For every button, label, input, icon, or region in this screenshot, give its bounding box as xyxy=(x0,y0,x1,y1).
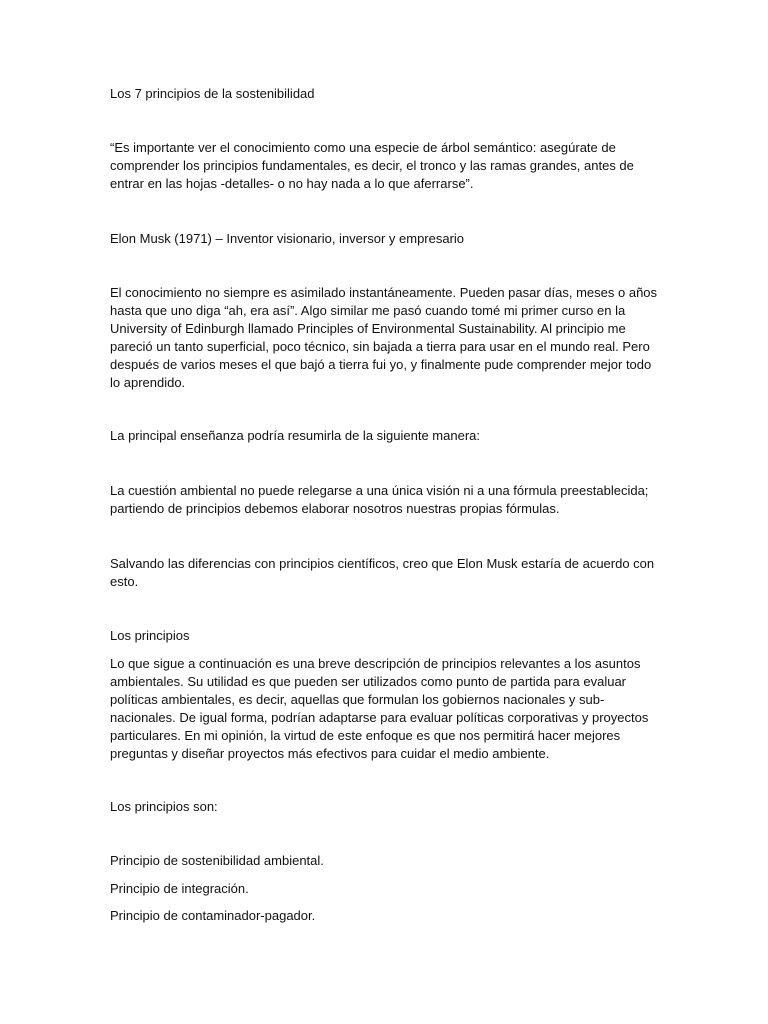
intro-paragraph: El conocimiento no siempre es asimilado instantáneamente. Pueden pasar días, meses o años hasta que uno diga “ah, era así”. Algo similar me pasó cuando tomé mi primer curso en la University of Edinburgh llamado Principles of Environmental Sustainability. Al principio me pareció un tanto superficial, poco técnico, sin bajada a tierra para usar en el mundo real. Pero después de varios meses el que bajó a tierra fui yo, y finalmente pude comprender mejor todo lo aprendido. xyxy=(110,285,658,390)
principle-item: Principio de integración. xyxy=(110,881,249,896)
principles-description-paragraph: Lo que sigue a continuación es una breve descripción de principios relevantes a los asuntos ambientales. Su utilidad es que pueden ser utilizados como punto de partida para evaluar políticas ambientales, es decir, aquellas que formulan los gobiernos nacionales y sub-nacionales. De igual forma, podrían adaptarse para evaluar políticas corporativas y proyectos particulares. En mi opinión, la virtud de este enfoque es que nos permitirá hacer mejores preguntas y diseñar proyectos más efectivos para cuidar el medio ambiente. xyxy=(110,656,649,761)
opening-quote: “Es importante ver el conocimiento como una especie de árbol semántico: asegúrate de comprender los principios fundamentales, es decir, el tronco y las ramas grandes, antes de entrar en las hojas -detalles- o no hay nada a lo que aferrarse”. xyxy=(110,140,634,191)
agreement-paragraph: Salvando las diferencias con principios científicos, creo que Elon Musk estaría de acuerdo con esto. xyxy=(110,556,655,589)
document-title: Los 7 principios de la sostenibilidad xyxy=(110,86,315,101)
lesson-intro-paragraph: La principal enseñanza podría resumirla de la siguiente manera: xyxy=(110,428,480,443)
quote-attribution: Elon Musk (1971) – Inventor visionario, inversor y empresario xyxy=(110,231,465,246)
section-heading: Los principios xyxy=(110,628,190,643)
lesson-paragraph: La cuestión ambiental no puede relegarse a una única visión ni a una fórmula preestablecida; partiendo de principios debemos elaborar nosotros nuestras propias fórmulas. xyxy=(110,483,649,516)
principle-item: Principio de contaminador-pagador. xyxy=(110,908,316,923)
principle-item: Principio de sostenibilidad ambiental. xyxy=(110,853,324,868)
principles-list-intro: Los principios son: xyxy=(110,799,218,814)
